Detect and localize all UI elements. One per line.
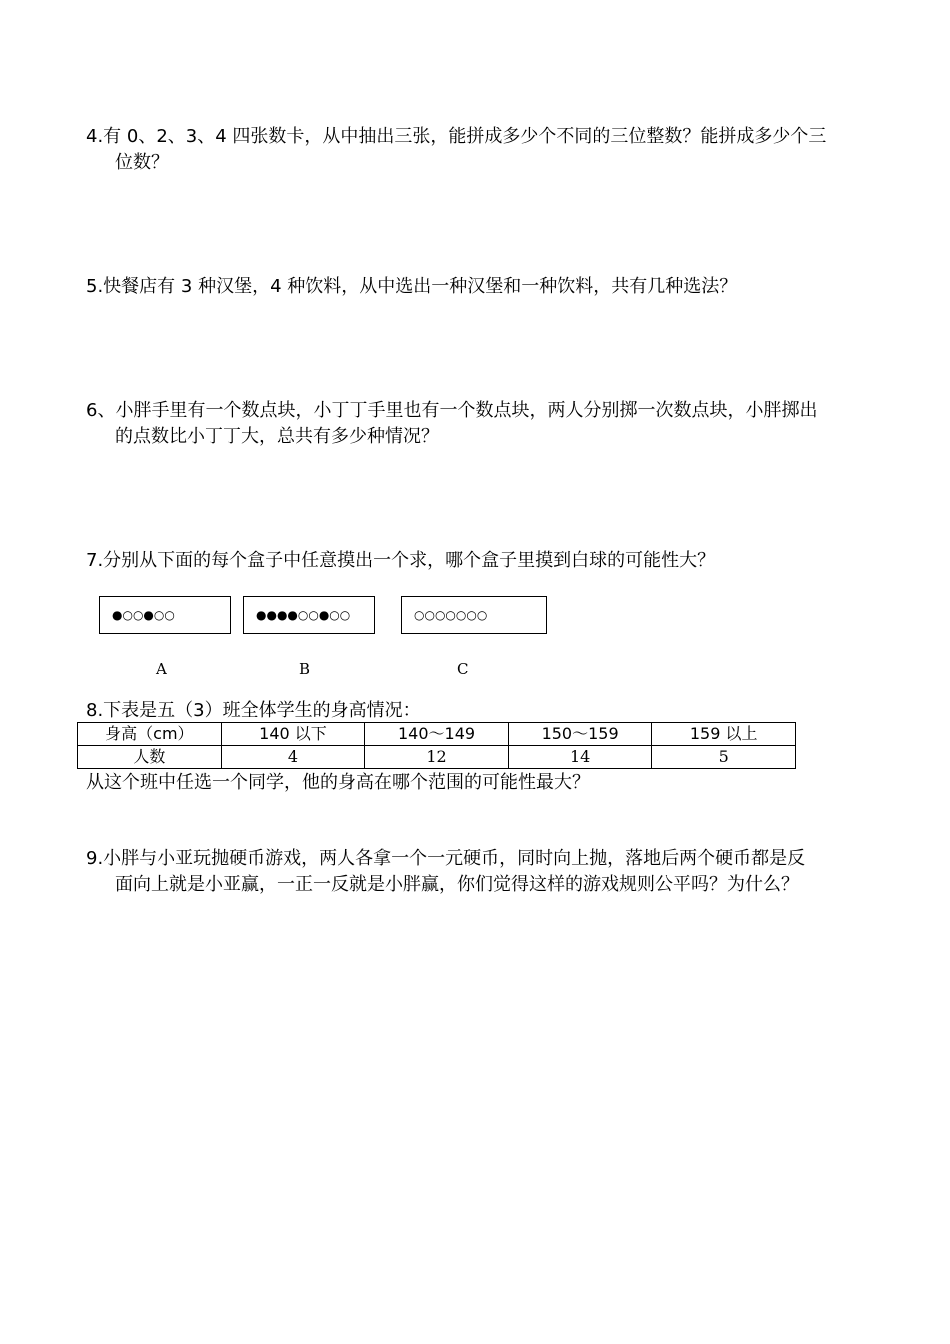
ball-box-c-balls: ○○○○○○○ (414, 608, 488, 622)
question-8 (86, 698, 876, 724)
ball-box-b-balls: ●●●●○○●○○ (256, 608, 351, 622)
header-cell: 150～159 (508, 723, 652, 746)
height-table-count-row (78, 746, 796, 769)
count-cell: 4 (221, 746, 365, 769)
question-5-line1: 5.快餐店有 3 种汉堡，4 种饮料，从中选出一种汉堡和一种饮料，共有几种选法？ (86, 276, 738, 297)
count-cell: 14 (508, 746, 652, 769)
question-9-line2: 面向上就是小亚赢，一正一反就是小胖赢，你们觉得这样的游戏规则公平吗？为什么？ (115, 874, 799, 895)
question-4-line2: 位数？ (115, 152, 169, 173)
question-7 (86, 548, 876, 574)
ball-box-c (401, 596, 547, 634)
question-9-line1: 9.小胖与小亚玩抛硬币游戏，两人各拿一个一元硬币，同时向上抛，落地后两个硬币都是反 (86, 848, 806, 869)
header-cell: 身高（cm） (78, 723, 222, 746)
question-9 (86, 846, 876, 898)
header-cell: 140～149 (365, 723, 509, 746)
question-8-followup (86, 770, 876, 796)
height-table-header-row (78, 723, 796, 746)
count-cell: 人数 (78, 746, 222, 769)
ball-box-b (243, 596, 375, 634)
header-cell: 159 以上 (652, 723, 796, 746)
count-cell: 12 (365, 746, 509, 769)
question-8-line1: 8.下表是五（3）班全体学生的身高情况： (86, 700, 421, 721)
box-label-c: C (457, 660, 469, 678)
question-8-after: 从这个班中任选一个同学，他的身高在哪个范围的可能性最大？ (86, 772, 590, 793)
question-5 (86, 274, 876, 300)
question-6-line1: 6、小胖手里有一个数点块，小丁丁手里也有一个数点块，两人分别掷一次数点块，小胖掷出 (86, 400, 818, 421)
question-6-line2: 的点数比小丁丁大，总共有多少种情况？ (115, 426, 439, 447)
question-7-line1: 7.分别从下面的每个盒子中任意摸出一个求，哪个盒子里摸到白球的可能性大？ (86, 550, 716, 571)
box-label-a: A (156, 660, 167, 678)
ball-box-a-balls: ●○○●○○ (112, 608, 175, 622)
box-label-b: B (299, 660, 311, 678)
count-cell: 5 (652, 746, 796, 769)
question-4-line1: 4.有 0、2、3、4 四张数卡，从中抽出三张，能拼成多少个不同的三位整数？能拼成多少个三 (86, 126, 827, 147)
question-6 (86, 398, 876, 450)
question-4 (86, 124, 876, 176)
header-cell: 140 以下 (221, 723, 365, 746)
height-table (77, 722, 796, 769)
ball-box-a (99, 596, 231, 634)
